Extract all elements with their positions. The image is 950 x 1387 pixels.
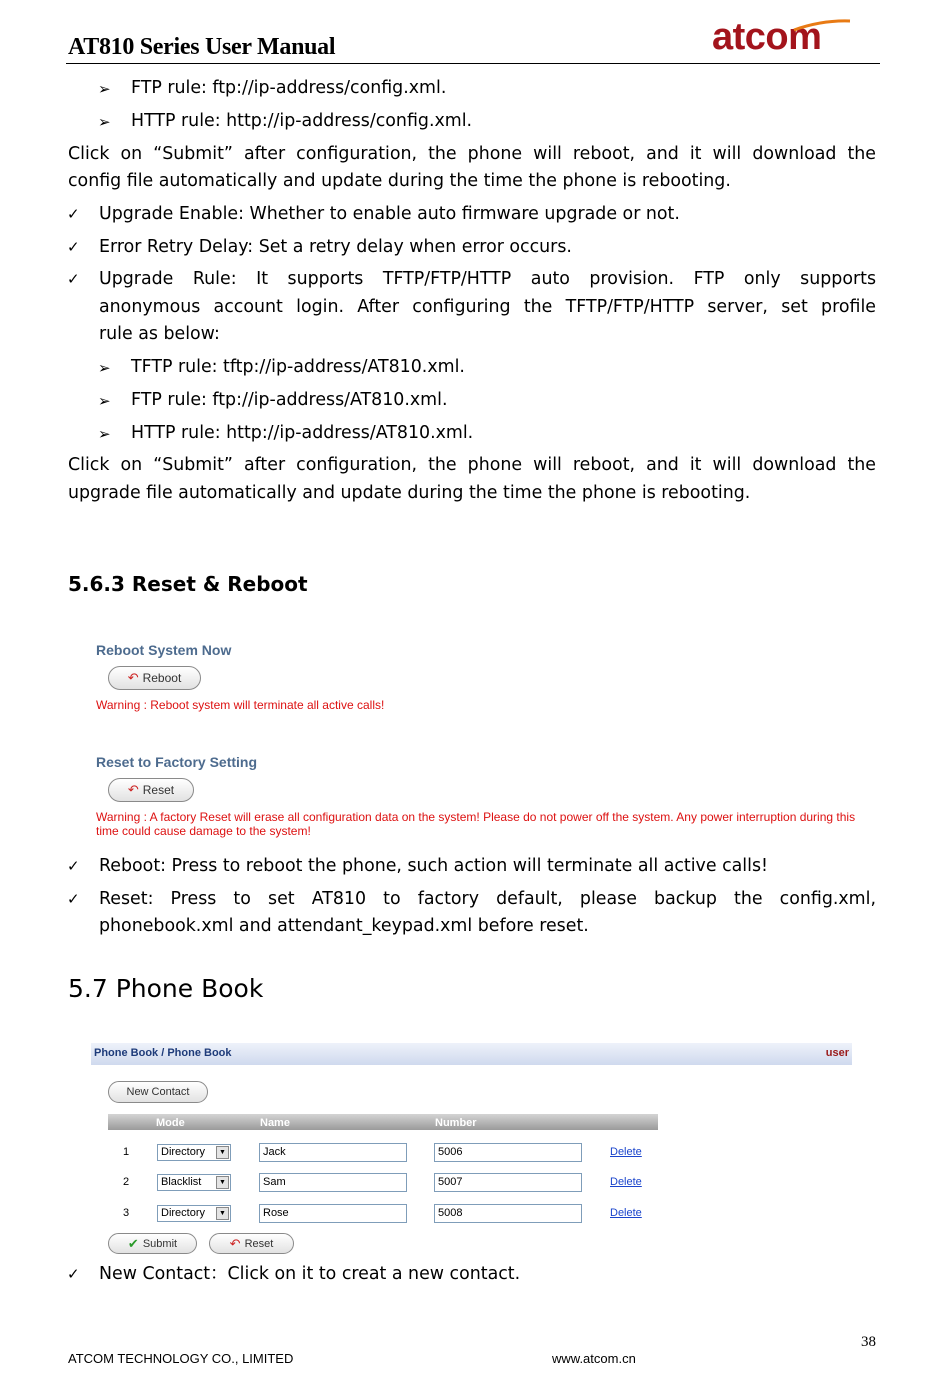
number-input[interactable]: 5006 — [434, 1143, 582, 1162]
check-text: New Contact：Click on it to creat a new contact. — [99, 1264, 521, 1284]
user-label: user — [825, 1047, 849, 1059]
arrow-bullet-icon: ➢ — [98, 80, 111, 98]
check-icon: ✔ — [127, 1235, 139, 1251]
reset-warning — [96, 810, 856, 838]
mode-select-value: Directory — [161, 1146, 206, 1158]
check-icon: ✓ — [67, 270, 80, 288]
section-heading: 5.7 Phone Book — [68, 974, 264, 1003]
reset-section-title: Reset to Factory Setting — [96, 754, 258, 770]
row-index: 3 — [123, 1207, 130, 1219]
paragraph-line: rule as below: — [99, 324, 220, 344]
page-number: 38 — [861, 1334, 876, 1350]
submit-button[interactable] — [108, 1233, 197, 1254]
bullet-text: FTP rule: ftp://ip-address/AT810.xml. — [131, 390, 448, 410]
paragraph-line: upgrade file automatically and update during the time the phone is rebooting. — [68, 483, 751, 503]
chevron-down-icon[interactable]: ▼ — [216, 1176, 229, 1189]
check-icon: ✓ — [67, 238, 80, 256]
bullet-line — [98, 386, 448, 414]
check-text: Upgrade Enable: Whether to enable auto firmware upgrade or not. — [99, 204, 680, 224]
arrow-bullet-icon: ➢ — [98, 392, 111, 410]
footer-website: www.atcom.cn — [552, 1351, 636, 1366]
check-text: Reboot: Press to reboot the phone, such action will terminate all active calls! — [99, 856, 768, 876]
check-line — [67, 852, 768, 880]
check-line — [67, 200, 680, 228]
mode-select-value: Directory — [161, 1207, 206, 1219]
reset-button-label: Reset — [244, 1237, 274, 1250]
bullet-text: HTTP rule: http://ip-address/config.xml. — [131, 111, 473, 131]
check-text: Upgrade Rule: It supports TFTP/FTP/HTTP auto provision. FTP only supports — [99, 269, 876, 289]
arrow-bullet-icon: ➢ — [98, 113, 111, 131]
reset-warning-line: time could cause damage to the system! — [96, 824, 311, 838]
bullet-line — [98, 419, 474, 447]
paragraph-line: Click on “Submit” after configuration, the phone will reboot, and it will download the — [68, 144, 876, 164]
bullet-text: FTP rule: ftp://ip-address/config.xml. — [131, 78, 447, 98]
column-header-number: Number — [435, 1117, 477, 1129]
column-header-mode: Mode — [156, 1117, 185, 1129]
check-line — [67, 1260, 521, 1288]
chevron-down-icon[interactable]: ▼ — [216, 1146, 229, 1159]
check-line — [67, 233, 572, 261]
check-line — [67, 265, 876, 293]
factory-reset-button[interactable] — [108, 778, 194, 802]
mode-select-value: Blacklist — [161, 1176, 202, 1188]
check-icon: ✓ — [67, 1265, 80, 1283]
section-heading: 5.6.3 Reset & Reboot — [68, 572, 308, 596]
check-text: Error Retry Delay: Set a retry delay when error occurs. — [99, 237, 572, 257]
phonebook-table-header — [108, 1114, 658, 1130]
reboot-button-label: Reboot — [142, 671, 182, 685]
row-index: 2 — [123, 1176, 130, 1188]
reboot-warning: Warning : Reboot system will terminate all active calls! — [96, 698, 385, 712]
check-text: Reset: Press to set AT810 to factory default, please backup the config.xml, — [99, 889, 876, 909]
reset-button[interactable] — [209, 1233, 294, 1254]
new-contact-button[interactable]: New Contact — [108, 1081, 208, 1103]
mode-select[interactable] — [157, 1205, 231, 1222]
name-input[interactable]: Rose — [259, 1204, 407, 1223]
reboot-section-title: Reboot System Now — [96, 642, 232, 658]
delete-link[interactable]: Delete — [610, 1146, 642, 1158]
bullet-text: TFTP rule: tftp://ip-address/AT810.xml. — [131, 357, 465, 377]
paragraph-line: anonymous account login. After configuring the TFTP/FTP/HTTP server, set profile — [99, 297, 876, 317]
delete-link[interactable]: Delete — [610, 1207, 642, 1219]
paragraph-line: phonebook.xml and attendant_keypad.xml before reset. — [99, 916, 589, 936]
column-header-name: Name — [260, 1117, 290, 1129]
check-icon: ✓ — [67, 857, 80, 875]
arrow-bullet-icon: ➢ — [98, 359, 111, 377]
row-index: 1 — [123, 1146, 130, 1158]
atcom-logo: atcom — [712, 16, 822, 58]
delete-link[interactable]: Delete — [610, 1176, 642, 1188]
submit-button-label: Submit — [142, 1237, 178, 1250]
reboot-icon: ↶ — [127, 670, 139, 685]
check-icon: ✓ — [67, 890, 80, 908]
chevron-down-icon[interactable]: ▼ — [216, 1207, 229, 1220]
reset-icon: ↶ — [127, 782, 139, 797]
paragraph-line: Click on “Submit” after configuration, the phone will reboot, and it will download the — [68, 455, 876, 475]
bullet-text: HTTP rule: http://ip-address/AT810.xml. — [131, 423, 474, 443]
reset-icon: ↶ — [229, 1235, 241, 1251]
bullet-line — [98, 353, 465, 381]
number-input[interactable]: 5007 — [434, 1173, 582, 1192]
arrow-bullet-icon: ➢ — [98, 425, 111, 443]
mode-select[interactable] — [157, 1144, 231, 1161]
logo-swoosh-icon — [792, 18, 852, 32]
name-input[interactable]: Jack — [259, 1143, 407, 1162]
mode-select[interactable] — [157, 1174, 231, 1191]
reset-button-label: Reset — [142, 783, 175, 797]
name-input[interactable]: Sam — [259, 1173, 407, 1192]
check-line — [67, 885, 876, 913]
number-input[interactable]: 5008 — [434, 1204, 582, 1223]
reset-warning-line: Warning : A factory Reset will erase all configuration data on the system! Please do not power off the system. Any power interruption during this — [96, 810, 856, 824]
reboot-button[interactable] — [108, 666, 201, 690]
bullet-line — [98, 74, 447, 102]
paragraph-line: config file automatically and update during the time the phone is rebooting. — [68, 171, 731, 191]
phonebook-title-bar — [91, 1043, 852, 1065]
bullet-line — [98, 107, 473, 135]
phonebook-breadcrumb: Phone Book / Phone Book — [94, 1047, 232, 1059]
manual-title: AT810 Series User Manual — [68, 34, 336, 60]
check-icon: ✓ — [67, 205, 80, 223]
footer-company: ATCOM TECHNOLOGY CO., LIMITED — [68, 1351, 294, 1366]
header-rule — [66, 63, 880, 64]
